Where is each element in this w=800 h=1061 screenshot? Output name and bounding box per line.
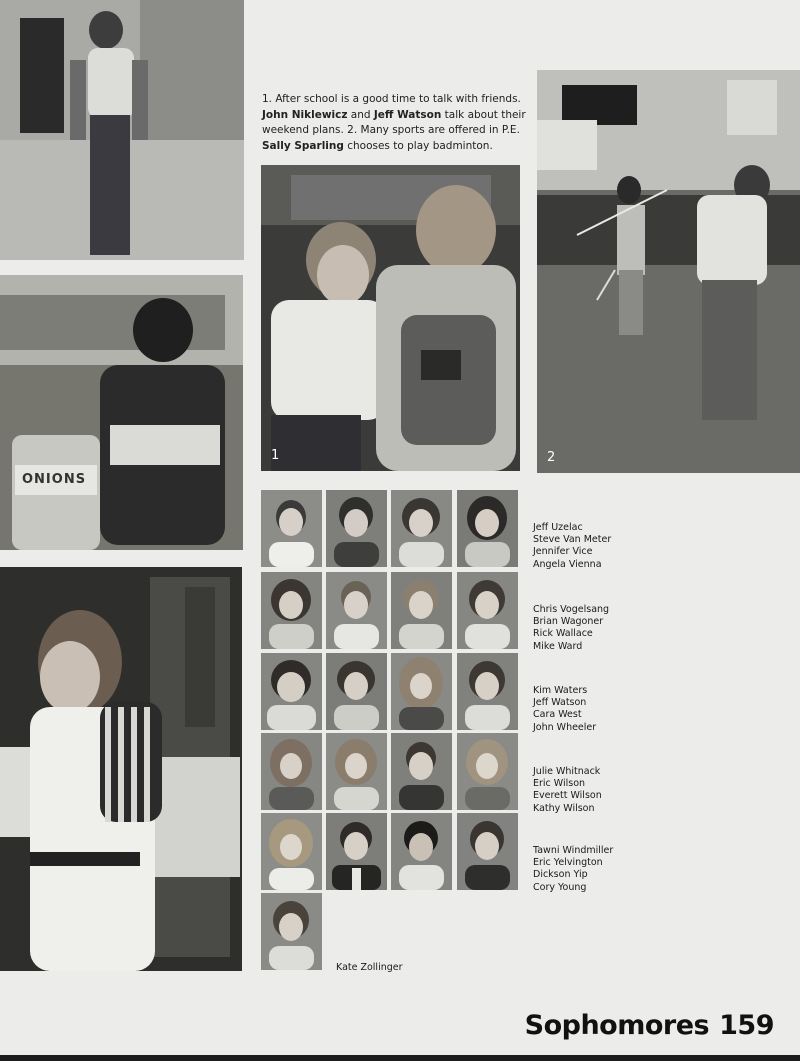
name-list-last: [336, 962, 403, 974]
portrait: [391, 813, 452, 890]
student-name: John Wheeler: [533, 721, 597, 733]
name-list-row-4: [533, 766, 602, 815]
student-name: Brian Wagoner: [533, 616, 604, 628]
photo-1-students-talking: [261, 165, 520, 471]
student-name: Angela Vienna: [533, 558, 602, 570]
caption-intro: 1. After school is a good time to talk with friends.: [262, 93, 521, 105]
portrait: [261, 572, 322, 649]
portrait: [261, 733, 322, 810]
photo-caption: [262, 92, 534, 154]
name-list-row-3: [533, 685, 596, 734]
name-list-row-5: [533, 845, 613, 894]
student-name: Cara West: [533, 709, 582, 721]
student-name: Eric Wilson: [533, 778, 586, 790]
portrait: [261, 813, 322, 890]
portrait: [261, 653, 322, 730]
portrait: [326, 813, 387, 890]
student-name: Dickson Yip: [533, 869, 588, 881]
portrait: [326, 490, 387, 567]
onions-barrel-label: ONIONS: [22, 472, 87, 487]
portrait: [261, 490, 322, 567]
student-name: Jennifer Vice: [533, 546, 593, 558]
student-name: Kathy Wilson: [533, 802, 595, 814]
name-list-row-1: [533, 522, 611, 571]
portrait: [391, 653, 452, 730]
candid-photo-walking-student: [0, 0, 244, 260]
student-name: Kate Zollinger: [336, 962, 403, 973]
student-name: Everett Wilson: [533, 790, 602, 802]
portrait: [457, 572, 518, 649]
portrait: [391, 490, 452, 567]
portrait: [326, 653, 387, 730]
student-name: Eric Yelvington: [533, 857, 603, 869]
student-name: Mike Ward: [533, 640, 583, 652]
portrait: [326, 733, 387, 810]
name-list-row-2: [533, 604, 609, 653]
caption-rest-2: chooses to play badminton.: [343, 139, 493, 152]
portrait: [391, 572, 452, 649]
caption-rest-1: talk about their weekend plans. 2. Many sports are offered in P.E.: [262, 108, 526, 136]
student-name: Rick Wallace: [533, 628, 593, 640]
candid-photo-locker-girl: [0, 567, 242, 971]
student-name: Cory Young: [533, 881, 587, 893]
caption-name-sally: Sally Sparling: [262, 139, 344, 152]
caption-and: and: [347, 108, 374, 121]
student-name: Jeff Uzelac: [533, 522, 583, 533]
photo-2-number: 2: [547, 450, 556, 465]
student-name: Kim Waters: [533, 685, 588, 696]
student-name: Steve Van Meter: [533, 534, 612, 546]
student-name: Jeff Watson: [533, 697, 587, 709]
portrait: [391, 733, 452, 810]
caption-name-jeff: Jeff Watson: [373, 108, 442, 121]
portrait: [457, 733, 518, 810]
portrait: [457, 653, 518, 730]
bottom-edge: [0, 1055, 800, 1061]
photo-1-number: 1: [271, 448, 280, 463]
photo-2-badminton: [537, 70, 800, 473]
section-title: Sophomores: [524, 1010, 710, 1041]
portrait: [261, 893, 322, 970]
candid-photo-onion-barrel-student: [0, 275, 243, 550]
portrait: [326, 572, 387, 649]
page-number: 159: [719, 1010, 774, 1041]
student-name: Chris Vogelsang: [533, 604, 610, 615]
student-name: Tawni Windmiller: [533, 845, 614, 856]
page-footer-title: [525, 1010, 774, 1041]
student-name: Julie Whitnack: [533, 766, 601, 777]
caption-name-john: John Niklewicz: [262, 108, 348, 121]
portrait: [457, 813, 518, 890]
portrait: [457, 490, 518, 567]
